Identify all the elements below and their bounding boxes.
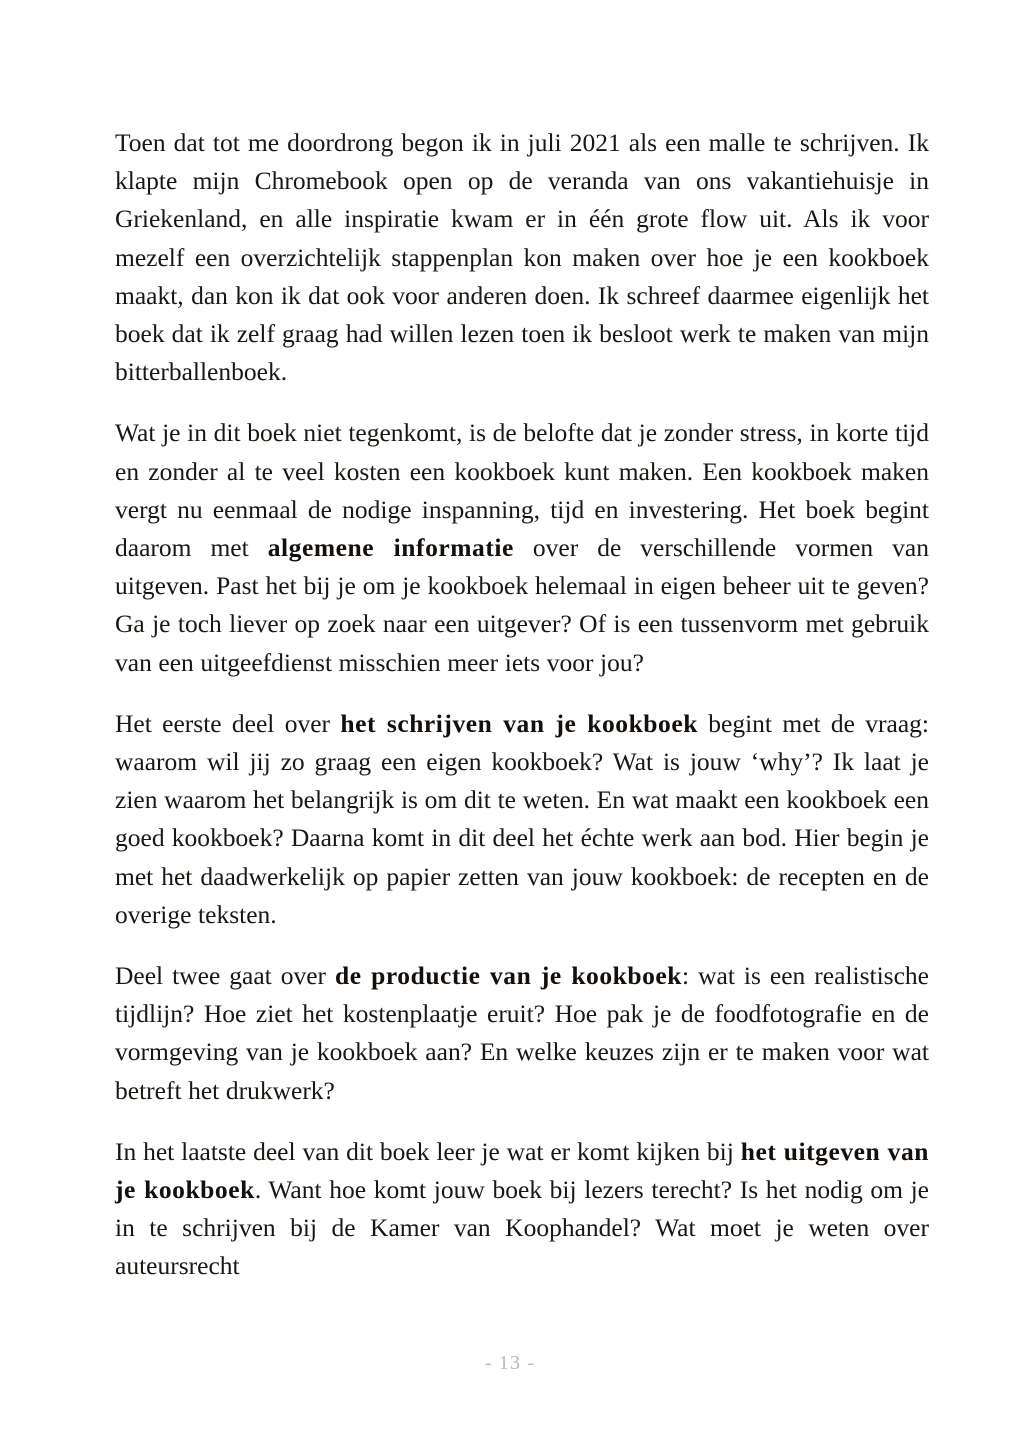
paragraph-3 xyxy=(115,705,929,934)
text-run: : wat is een realistische tijdlijn? Hoe ziet het kostenplaatje eruit? Hoe pak je de foodfotografie en de vormgeving van je kookboek aan? En welke keuzes zijn er te maken voor wat betreft het drukwerk? xyxy=(115,961,929,1105)
paragraph-1 xyxy=(115,124,929,391)
emphasized-phrase: het schrijven van je kookboek xyxy=(340,708,698,738)
text-run: . Want hoe komt jouw boek bij lezers terecht? Is het nodig om je in te schrijven bij de Kamer van Koophandel? Wat moet je weten over auteursrecht xyxy=(115,1175,930,1281)
paragraph-4 xyxy=(115,957,929,1110)
text-run: Deel twee gaat over xyxy=(115,961,336,991)
text-run: Het eerste deel over xyxy=(115,708,341,738)
paragraph-5 xyxy=(115,1133,929,1286)
page-number: - 13 - xyxy=(484,1352,536,1374)
paragraph-2 xyxy=(115,414,929,681)
text-run: In het laatste deel van dit boek leer je wat er komt kijken bij xyxy=(115,1136,741,1166)
emphasized-phrase: de productie van je kookboek xyxy=(335,961,683,991)
text-run: Wat je in dit boek niet tegenkomt, is de belofte dat je zonder stress, in korte tijd en zonder al te veel kosten een kookboek kunt maken. Een kookboek maken vergt nu eenmaal de nodige inspanning, tijd en investering. Het boek begint daarom met xyxy=(115,418,929,563)
text-run: begint met de vraag: waarom wil jij zo graag een eigen kookboek? Wat is jouw ‘why’? Ik laat je zien waarom het belangrijk is om dit te weten. En wat maakt een kookboek een goed kookboek? Daarna komt in dit deel het échte werk aan bod. Hier begin je met het daadwerkelijk op papier zetten van jouw kookboek: de recepten en de overige teksten. xyxy=(115,708,929,929)
emphasized-phrase: algemene informatie xyxy=(267,533,514,563)
body-text-column xyxy=(115,124,929,1286)
text-run: Toen dat tot me doordrong begon ik in juli 2021 als een malle te schrijven. Ik klapte mijn Chromebook open op de veranda van ons vakantiehuisje in Griekenland, en alle inspiratie kwam er in één grote flow uit. Als ik voor mezelf een overzichtelijk stappenplan kon maken over hoe je een kookboek maakt, dan kon ik dat ook voor anderen doen. Ik schreef daarmee eigenlijk het boek dat ik zelf graag had willen lezen toen ik besloot werk te maken van mijn bitterballenboek. xyxy=(115,128,929,387)
text-run: over de verschillende vormen van uitgeven. Past het bij je om je kookboek helemaal in eigen beheer uit te geven? Ga je toch liever op zoek naar een uitgever? Of is een tussenvorm met gebruik van een uitgeefdienst misschien meer iets voor jou? xyxy=(115,533,929,677)
emphasized-phrase: het uitgeven van je kookboek xyxy=(115,1136,929,1205)
